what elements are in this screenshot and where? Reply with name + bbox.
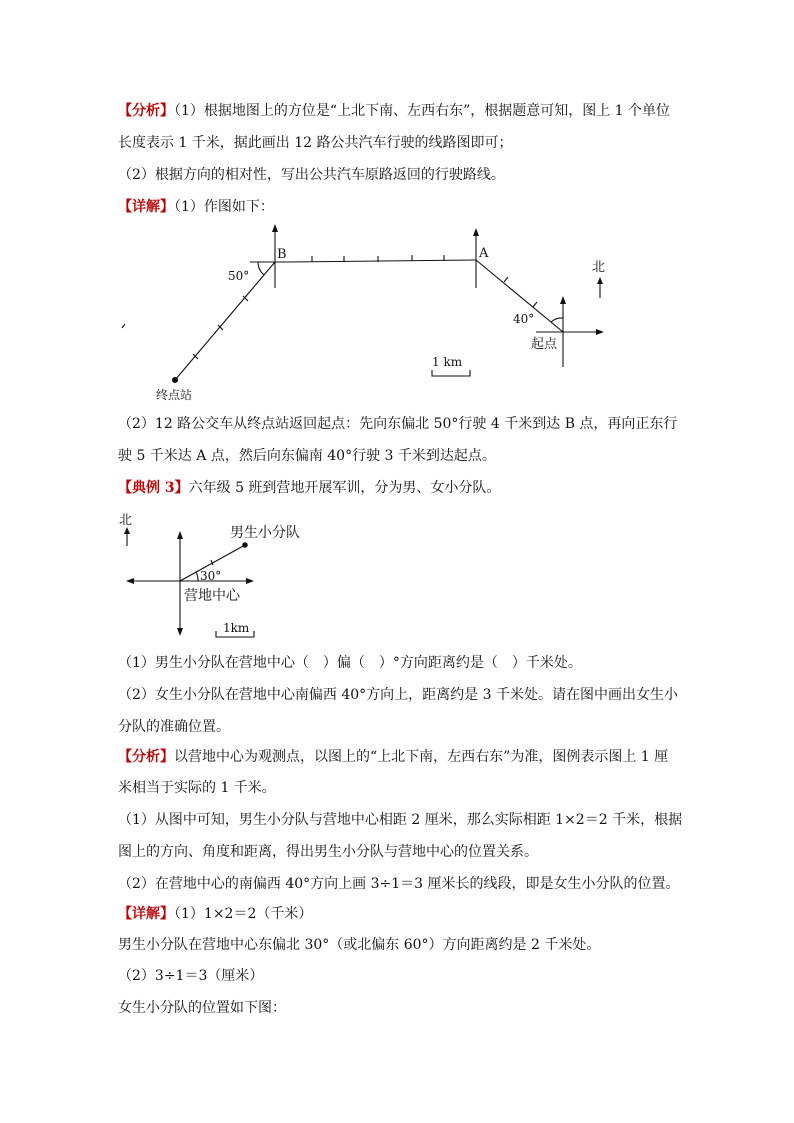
question-1: （1）男生小分队在营地中心（ ）偏（ ）°方向距离约是（ ）千米处。 <box>118 655 582 671</box>
analysis-tag: 【分析】 <box>118 103 174 119</box>
angle-start-label: 40° <box>513 312 535 326</box>
point-b-label: B <box>277 247 287 262</box>
point-a-label: A <box>479 246 489 261</box>
analysis-tag-2: 【分析】 <box>118 749 174 765</box>
detail-tag-2: 【详解】 <box>118 906 174 922</box>
analysis-2-line1: 【分析】以营地中心为观测点，以图上的“上北下南，左西右东”为准，图例表示图上 1 厘 <box>118 749 669 765</box>
analysis-2-line5: （2）在营地中心的南偏西 40°方向上画 3÷1＝3 厘米长的线段，即是女生小分队的位置。 <box>118 876 680 892</box>
terminal-label: 终点站 <box>156 388 193 402</box>
question-2-line1: （2）女生小分队在营地中心南偏西 40°方向上，距离约是 3 千米处。请在图中画出女生小 <box>118 687 678 703</box>
detail-1-line2: （2）12 路公交车从终点站返回起点：先向东偏北 50°行驶 4 千米到达 B 点，再向正东行 <box>118 416 678 432</box>
analysis-1-line1: 【分析】（1）根据地图上的方位是“上北下南、左西右东”，根据题意可知，图上 1 个单位 <box>118 103 671 119</box>
route-map-figure <box>118 220 618 405</box>
detail-2-line1: 【详解】（1）1×2＝2（千米） <box>118 906 313 922</box>
analysis-1-line2: 长度表示 1 千米，据此画出 12 路公共汽车行驶的线路图即可； <box>118 135 513 151</box>
start-label: 起点 <box>531 337 558 352</box>
analysis-2-line3: （1）从图中可知，男生小分队与营地中心相距 2 厘米，那么实际相距 1×2＝2 千米，根据 <box>118 812 683 828</box>
analysis-2-line2: 米相当于实际的 1 千米。 <box>118 780 276 796</box>
angle-30-label: 30° <box>200 569 222 583</box>
analysis-2-line4: 图上的方向、角度和距离，得出男生小分队与营地中心的位置关系。 <box>118 844 538 860</box>
camp-map-figure <box>118 505 318 640</box>
camp-center-label: 营地中心 <box>184 588 240 604</box>
detail-2-line2: 男生小分队在营地中心东偏北 30°（或北偏东 60°）方向距离约是 2 千米处。 <box>118 937 601 953</box>
detail-1-line3: 驶 5 千米达 A 点，然后向东偏南 40°行驶 3 千米到达起点。 <box>118 448 496 464</box>
detail-tag: 【详解】 <box>118 199 174 215</box>
example-3-intro: 【典例 3】六年级 5 班到营地开展军训，分为男、女小分队。 <box>118 480 501 496</box>
detail-1-line1: 【详解】（1）作图如下： <box>118 199 274 215</box>
analysis-1-line3: （2）根据方向的相对性，写出公共汽车原路返回的行驶路线。 <box>118 167 505 183</box>
scale-label-2: 1km <box>223 621 250 635</box>
boys-squad-label: 男生小分队 <box>230 525 300 541</box>
detail-2-line4: 女生小分队的位置如下图： <box>118 1000 286 1016</box>
question-2-line2: 分队的准确位置。 <box>118 719 230 735</box>
scale-label: 1 km <box>432 355 463 369</box>
north-label: 北 <box>592 260 606 275</box>
example-tag: 【典例 3】 <box>118 480 189 496</box>
detail-2-line3: （2）3÷1＝3（厘米） <box>118 968 264 984</box>
angle-b-label: 50° <box>228 269 250 283</box>
north-label-2: 北 <box>119 513 133 528</box>
